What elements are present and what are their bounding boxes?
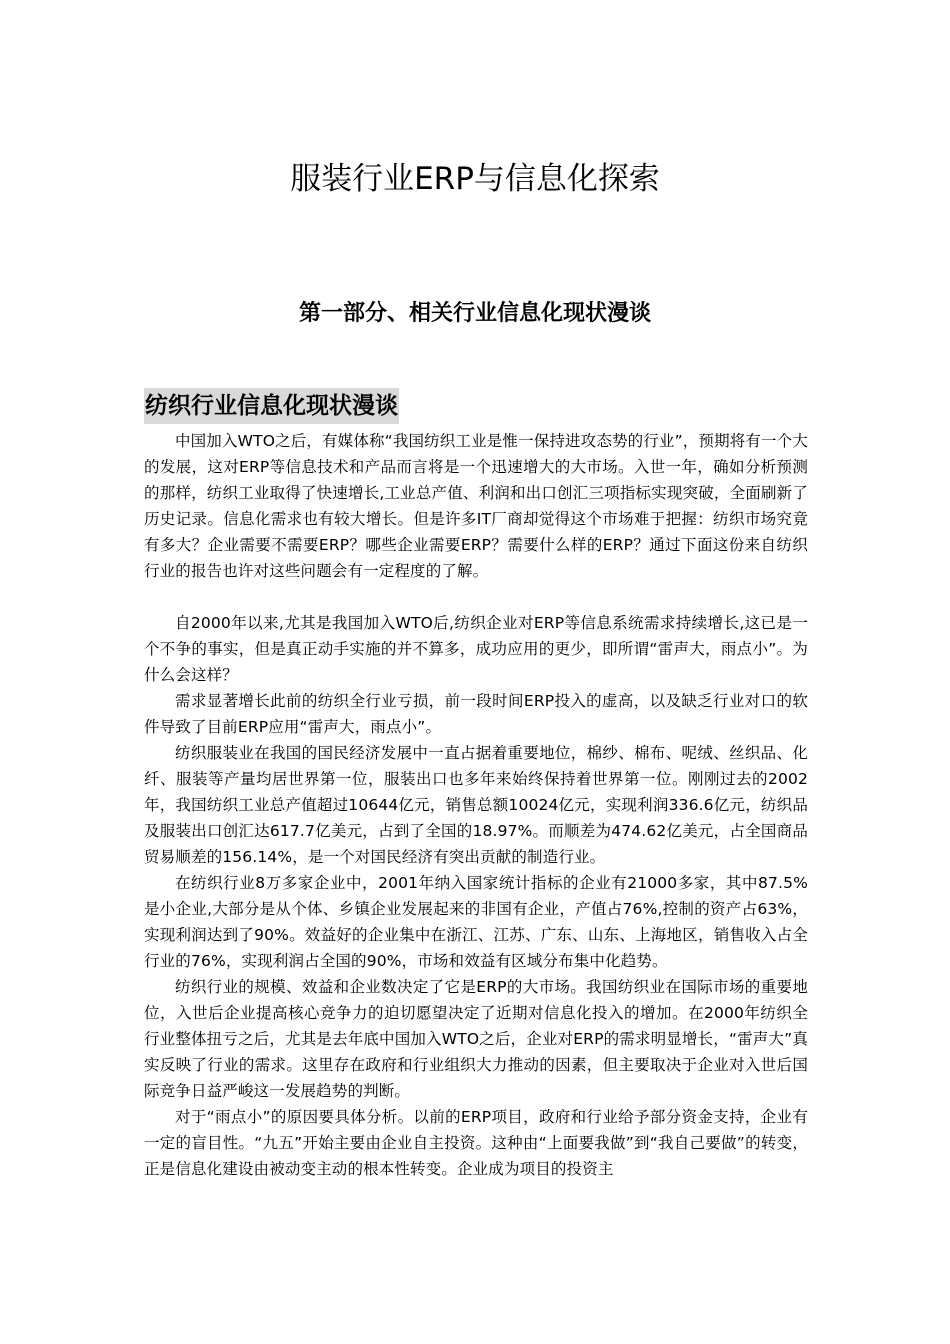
paragraph: 纺织服装业在我国的国民经济发展中一直占据着重要地位，棉纱、棉布、呢绒、丝织品、化纤、服装等产量均居世界第一位，服装出口也多年来始终保持着世界第一位。刚刚过去的2002年，我国纺织工业总产值超过10644亿元，销售总额10024亿元，实现利润336.6亿元，纺织品及服装出口创汇达617.7亿美元，占到了全国的18.97%。而顺差为474.62亿美元，占全国商品贸易顺差的156.14%，是一个对国民经济有突出贡献的制造行业。 <box>144 744 808 866</box>
document-title: 服装行业ERP与信息化探索 <box>290 161 660 197</box>
paragraph: 纺织行业的规模、效益和企业数决定了它是ERP的大市场。我国纺织业在国际市场的重要地位，入世后企业提高核心竞争力的迫切愿望决定了近期对信息化投入的增加。在2000年纺织全行业整体扭亏之后，尤其是去年底中国加入WTO之后，企业对ERP的需求明显增长，“雷声大”真实反映了行业的需求。这里存在政府和行业组织大力推动的因素，但主要取决于企业对入世后国际竞争日益严峻这一发展趋势的判断。 <box>144 978 808 1100</box>
paragraph: 在纺织行业8万多家企业中，2001年纳入国家统计指标的企业有21000多家，其中87.5%是小企业,大部分是从个体、乡镇企业发展起来的非国有企业，产值占76%,控制的资产占63%，实现利润达到了90%。效益好的企业集中在浙江、江苏、广东、山东、上海地区，销售收入占全行业的76%，实现利润占全国的90%，市场和效益有区域分布集中化趋势。 <box>144 874 808 970</box>
paragraph: 需求显著增长此前的纺织全行业亏损，前一段时间ERP投入的虚高，以及缺乏行业对口的软件导致了目前ERP应用“雷声大，雨点小”。 <box>144 692 808 736</box>
section-heading: 纺织行业信息化现状漫谈 <box>144 388 399 424</box>
paragraph: 中国加入WTO之后，有媒体称“我国纺织工业是惟一保持进攻态势的行业”，预期将有一个大的发展，这对ERP等信息技术和产品而言将是一个迅速增大的大市场。入世一年，确如分析预测的那样，纺织工业取得了快速增长,工业总产值、利润和出口创汇三项指标实现突破，全面刷新了历史记录。信息化需求也有较大增长。但是许多IT厂商却觉得这个市场难于把握：纺织市场究竟有多大？企业需要不需要ERP？哪些企业需要ERP？需要什么样的ERP？通过下面这份来自纺织行业的报告也许对这些问题会有一定程度的了解。 <box>144 432 808 580</box>
paragraph: 自2000年以来,尤其是我国加入WTO后,纺织企业对ERP等信息系统需求持续增长,这已是一个不争的事实，但是真正动手实施的并不算多，成功应用的更少，即所谓“雷声大，雨点小”。为什么会这样？ <box>144 614 808 684</box>
part-heading: 第一部分、相关行业信息化现状漫谈 <box>298 301 651 326</box>
paragraph: 对于“雨点小”的原因要具体分析。以前的ERP项目，政府和行业给予部分资金支持，企业有一定的盲目性。“九五”开始主要由企业自主投资。这种由“上面要我做”到“我自己要做”的转变，正是信息化建设由被动变主动的根本性转变。企业成为项目的投资主 <box>144 1108 808 1178</box>
body-text <box>144 428 808 1182</box>
